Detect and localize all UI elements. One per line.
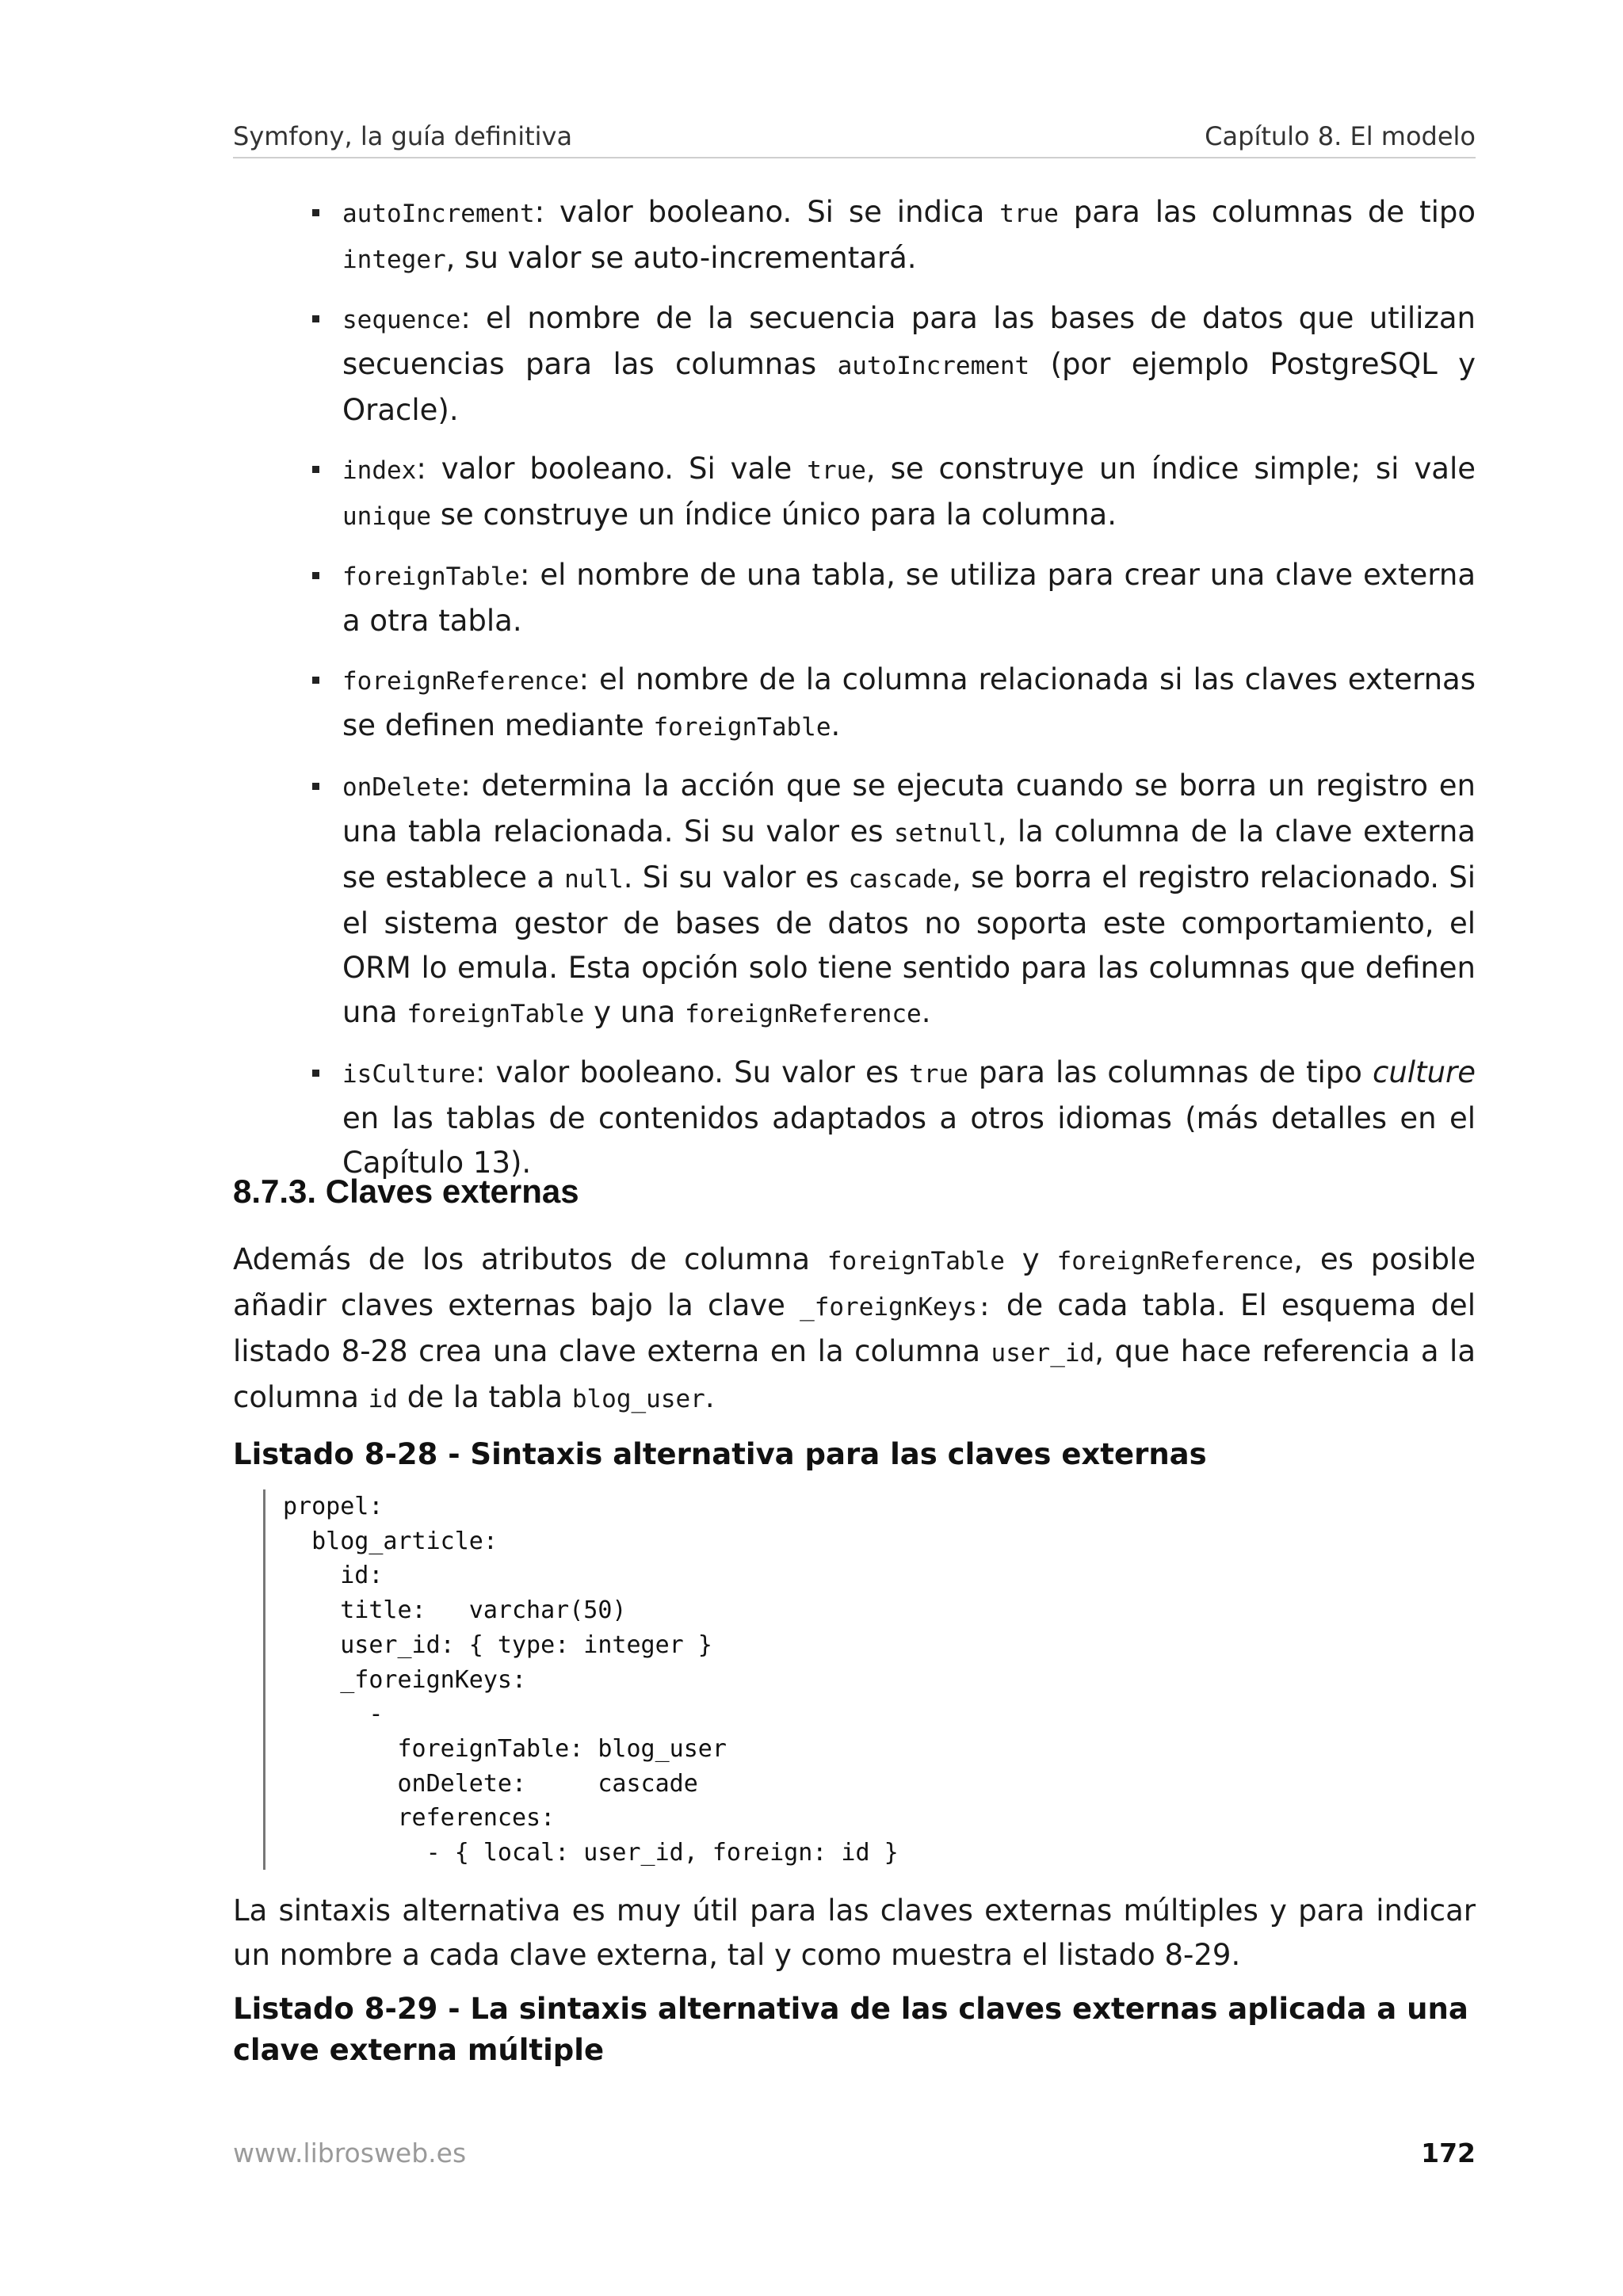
- list-item: [233, 1051, 1476, 1185]
- text-run: en las tablas de contenidos adaptados a otros idiomas (más detalles en el Capítulo 13).: [342, 1101, 1476, 1180]
- text-run: , la columna de la clave externa se establece a: [342, 814, 1476, 894]
- bullet-square-icon: [312, 315, 319, 322]
- attribute-list: [233, 190, 1476, 1199]
- code-line: user_id: { type: integer }: [283, 1630, 712, 1659]
- inline-code: user_id: [991, 1339, 1095, 1367]
- inline-code: true: [909, 1060, 968, 1089]
- inline-code: foreignReference: [342, 667, 579, 696]
- text-run: , es posible añadir claves externas bajo la clave: [233, 1242, 1476, 1322]
- code-line: title: varchar(50): [283, 1596, 627, 1625]
- page-footer: [233, 2136, 1476, 2171]
- list-item: [233, 764, 1476, 1036]
- inline-code: unique: [342, 502, 431, 531]
- emphasis: culture: [1372, 1055, 1476, 1089]
- text-run: y: [1004, 1242, 1057, 1276]
- text-run: : determina la acción que se ejecuta cuando se borra un registro en una tabla relacionada. Si su valor es: [342, 769, 1476, 849]
- code-line: onDelete: cascade: [283, 1769, 698, 1798]
- text-run: se construye un índice único para la columna.: [430, 498, 1117, 532]
- bullet-square-icon: [312, 783, 319, 790]
- list-item: [233, 296, 1476, 433]
- inline-code: foreignTable: [407, 1000, 585, 1028]
- text-run: : el nombre de una tabla, se utiliza para crear una clave externa a otra tabla.: [342, 558, 1476, 638]
- inline-code: foreignTable: [653, 713, 831, 742]
- running-header: [233, 119, 1476, 158]
- code-line: - { local: user_id, foreign: id }: [283, 1839, 899, 1867]
- code-listing: [263, 1489, 1476, 1870]
- code-line: -: [283, 1700, 384, 1729]
- text-run: , se construye un índice simple; si vale: [865, 452, 1476, 486]
- text-run: La sintaxis alternativa es muy útil para las claves externas múltiples y para indicar un nombre a cada clave externa, tal y como muestra el listado 8-29.: [233, 1894, 1476, 1972]
- list-item: [233, 553, 1476, 643]
- text-run: , su valor se auto-incrementará.: [445, 241, 917, 275]
- bullet-square-icon: [312, 677, 319, 684]
- inline-code: foreignReference: [685, 1000, 922, 1028]
- text-run: .: [921, 995, 931, 1029]
- text-run: : valor booleano. Si vale: [416, 452, 808, 486]
- text-run: : el nombre de la columna relacionada si las claves externas se definen mediante: [342, 662, 1476, 742]
- inline-code: autoIncrement: [837, 352, 1030, 380]
- bullet-square-icon: [312, 1070, 319, 1077]
- inline-code: cascade: [848, 865, 953, 894]
- list-item: [233, 447, 1476, 539]
- list-item: [233, 190, 1476, 282]
- text-run: .: [705, 1380, 715, 1414]
- header-book-title: Symfony, la guía definitiva: [233, 121, 573, 151]
- code-line: id:: [283, 1562, 384, 1590]
- inline-code: true: [807, 456, 866, 485]
- inline-code: foreignTable: [342, 563, 520, 591]
- header-chapter-title: Capítulo 8. El modelo: [1205, 121, 1476, 151]
- text-run: para las columnas de tipo: [968, 1055, 1373, 1089]
- inline-code: foreignTable: [827, 1247, 1005, 1276]
- section-heading: 8.7.3. Claves externas: [233, 1173, 579, 1210]
- text-run: : el nombre de la secuencia para las bases de datos que utilizan secuencias para las columnas: [342, 301, 1476, 381]
- text-run: de la tabla: [397, 1380, 572, 1414]
- code-line: _foreignKeys:: [283, 1665, 527, 1694]
- code-line: propel:: [283, 1493, 384, 1520]
- inline-code: _foreignKeys:: [800, 1293, 992, 1322]
- inline-code: integer: [342, 246, 446, 274]
- text-run: Además de los atributos de columna: [233, 1242, 827, 1276]
- inline-code: id: [368, 1385, 398, 1413]
- paragraph-foreign-keys: [233, 1238, 1476, 1421]
- inline-code: null: [564, 865, 624, 894]
- listing-8-29-title: Listado 8-29 - La sintaxis alternativa de las claves externas aplicada a una clave externa múltiple: [233, 1992, 1468, 2067]
- inline-code: setnull: [893, 819, 998, 848]
- code-line: references:: [283, 1804, 556, 1833]
- inline-code: blog_user: [571, 1385, 705, 1413]
- bullet-square-icon: [312, 466, 319, 473]
- code-line: blog_article:: [283, 1527, 498, 1555]
- listing-8-28-title: Listado 8-28 - Sintaxis alternativa para las claves externas: [233, 1437, 1207, 1471]
- text-run: , que hace referencia a la columna: [233, 1334, 1476, 1414]
- text-run: : valor booleano. Su valor es: [475, 1055, 910, 1089]
- text-run: . Si su valor es: [623, 860, 849, 894]
- inline-code: isCulture: [342, 1060, 475, 1089]
- text-run: para las columnas de tipo: [1058, 195, 1476, 229]
- list-item: [233, 658, 1476, 749]
- bullet-square-icon: [312, 572, 319, 579]
- footer-site-url: www.librosweb.es: [233, 2138, 467, 2168]
- text-run: : valor booleano. Si se indica: [534, 195, 1000, 229]
- inline-code: autoIncrement: [342, 200, 535, 228]
- text-run: y una: [584, 995, 685, 1029]
- bullet-square-icon: [312, 209, 319, 216]
- paragraph-alternative-syntax: [233, 1889, 1476, 1978]
- text-run: (por ejemplo PostgreSQL y Oracle).: [342, 347, 1476, 427]
- inline-code: sequence: [342, 306, 461, 334]
- inline-code: true: [999, 200, 1059, 228]
- inline-code: onDelete: [342, 773, 461, 802]
- inline-code: index: [342, 456, 417, 485]
- inline-code: foreignReference: [1056, 1247, 1294, 1276]
- text-run: .: [831, 708, 841, 742]
- page-number: 172: [1421, 2138, 1476, 2168]
- text-run: , se borra el registro relacionado. Si el sistema gestor de bases de datos no soporta este comportamiento, el ORM lo emula. Esta opción solo tiene sentido para las columnas que definen una: [342, 860, 1476, 1029]
- text-run: de cada tabla. El esquema del listado 8-28 crea una clave externa en la columna: [233, 1288, 1476, 1368]
- code-line: foreignTable: blog_user: [283, 1734, 727, 1763]
